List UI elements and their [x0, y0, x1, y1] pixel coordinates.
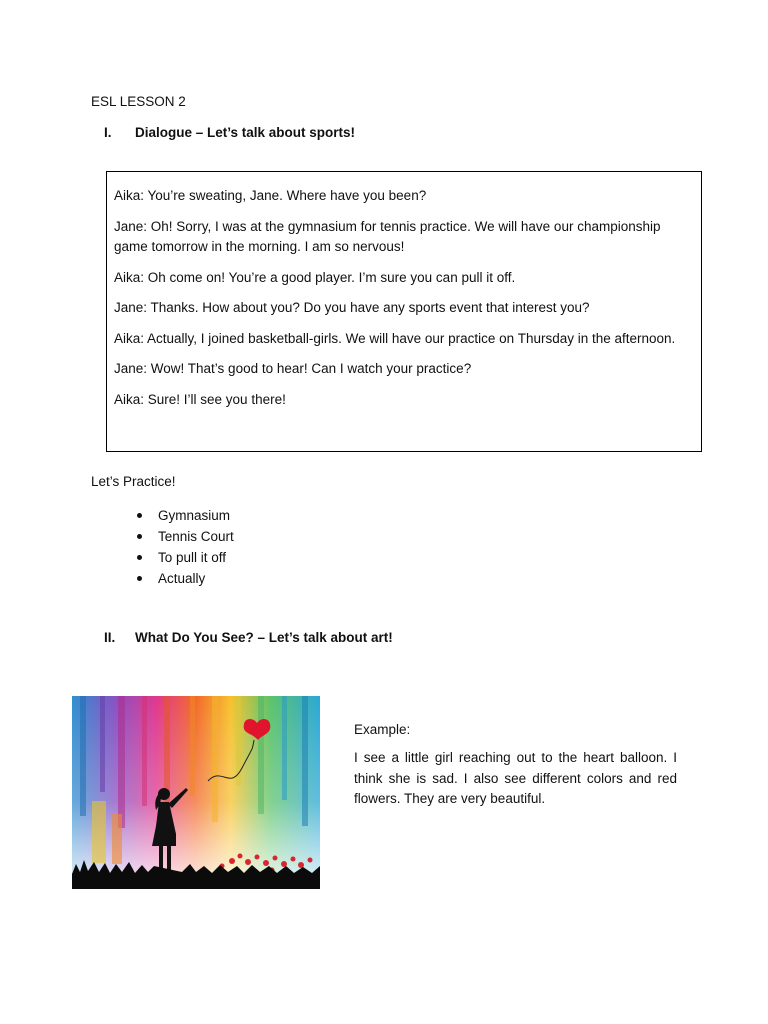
- practice-item: Actually: [137, 568, 234, 589]
- lesson-title: ESL LESSON 2: [91, 94, 186, 109]
- practice-item: Gymnasium: [137, 505, 234, 526]
- section-1-number: I.: [104, 125, 112, 140]
- dialogue-line: Aika: Sure! I’ll see you there!: [114, 391, 286, 407]
- example-block: [354, 722, 677, 810]
- dialogue-line: Jane: Oh! Sorry, I was at the gymnasium for tennis practice. We will have our championship game tomorrow in the morning. I am so nervous!: [114, 218, 661, 254]
- practice-item: To pull it off: [137, 547, 234, 568]
- dialogue-line: Aika: You’re sweating, Jane. Where have you been?: [114, 188, 427, 203]
- section-2-number: II.: [104, 630, 116, 645]
- dialogue-line: Aika: Actually, I joined basketball-girls. We will have our practice on Thursday in the afternoon.: [114, 330, 676, 346]
- dialogue-box: [106, 171, 702, 452]
- art-painting-image: [72, 696, 320, 889]
- practice-list: [137, 505, 234, 589]
- practice-label: Let’s Practice!: [91, 474, 176, 489]
- section-2-title: What Do You See? – Let’s talk about art!: [135, 630, 393, 645]
- example-text: I see a little girl reaching out to the heart balloon. I think she is sad. I also see different colors and red flowers. They are very beautiful.: [354, 750, 677, 806]
- dialogue-line: Jane: Wow! That’s good to hear! Can I watch your practice?: [114, 361, 472, 376]
- section-1-title: Dialogue – Let’s talk about sports!: [135, 125, 356, 140]
- practice-item: Tennis Court: [137, 526, 234, 547]
- example-label: Example:: [354, 722, 411, 737]
- dialogue-line: Aika: Oh come on! You’re a good player. I’m sure you can pull it off.: [114, 269, 516, 285]
- dialogue-line: Jane: Thanks. How about you? Do you have any sports event that interest you?: [114, 300, 590, 315]
